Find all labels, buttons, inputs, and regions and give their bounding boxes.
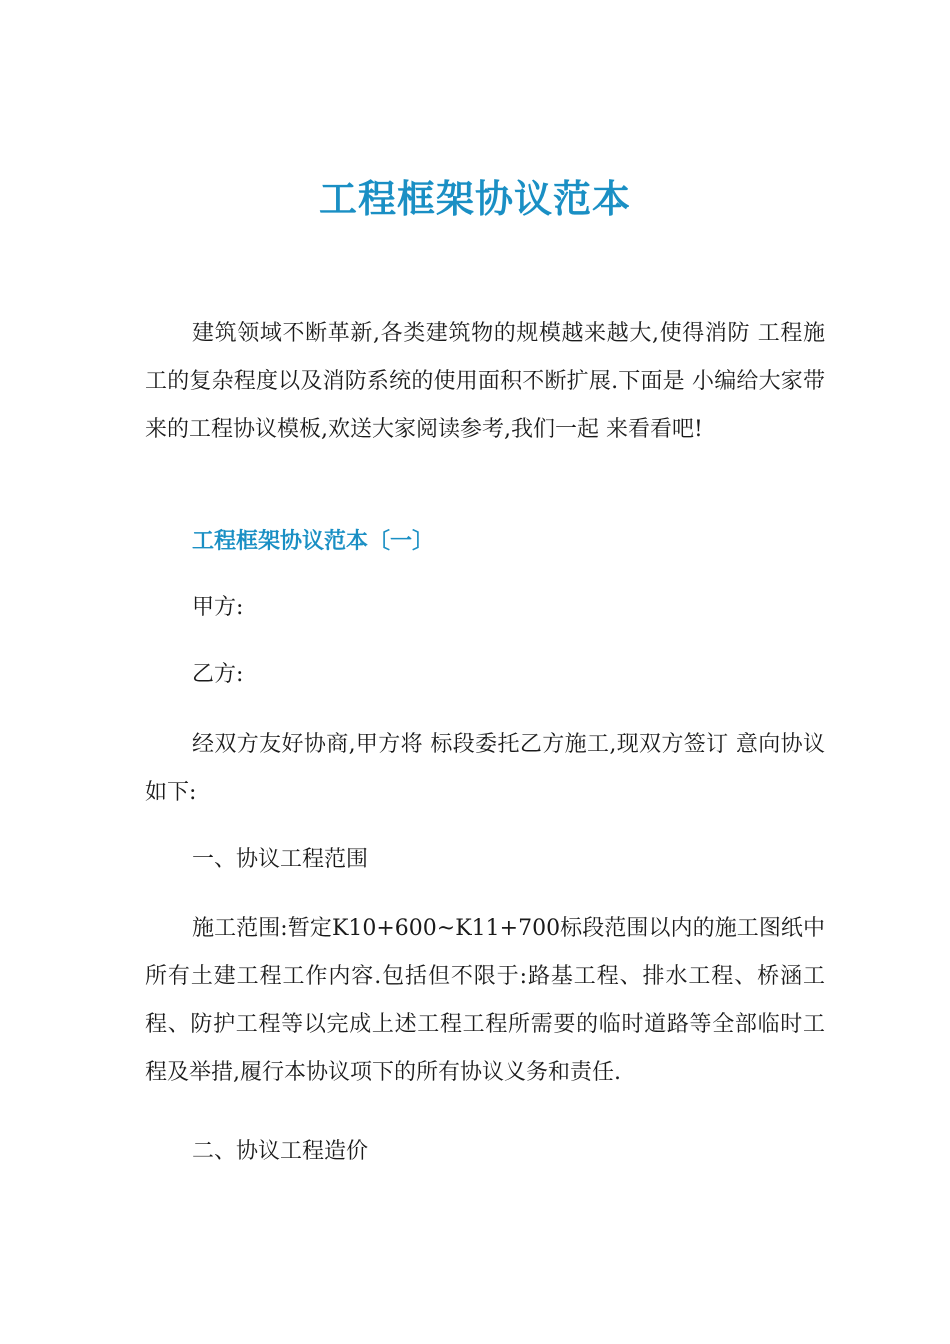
clause-1-body: 施工范围:暂定K10+600~K11+700标段范围以内的施工图纸中所有土建工程工作内容.包括但不限于:路基工程、排水工程、桥涵工程、防护工程等以完成上述工程工程所需要的临时道路等全部临时工程及举措,履行本协议项下的所有协议义务和责任. [145, 916, 825, 1085]
document-title: 工程框架协议范本 [318, 177, 631, 221]
party-b-label: 乙方: [192, 662, 244, 687]
agreement-intro-paragraph: 经双方友好协商,甲方将 标段委托乙方施工,现双方签订 意向协议如下: [145, 732, 825, 805]
intro-paragraph: 建筑领域不断革新,各类建筑物的规模越来越大,使得消防 工程施工的复杂程度以及消防系统的使用面积不断扩展.下面是 小编给大家带来的工程协议模板,欢送大家阅读参考,我们一起 来看看吧! [145, 321, 825, 442]
clause-2-heading: 二、协议工程造价 [192, 1139, 369, 1164]
party-a-label: 甲方: [192, 595, 244, 620]
clause-1-heading: 一、协议工程范围 [192, 847, 369, 872]
section-heading: 工程框架协议范本〔一〕 [192, 529, 435, 554]
